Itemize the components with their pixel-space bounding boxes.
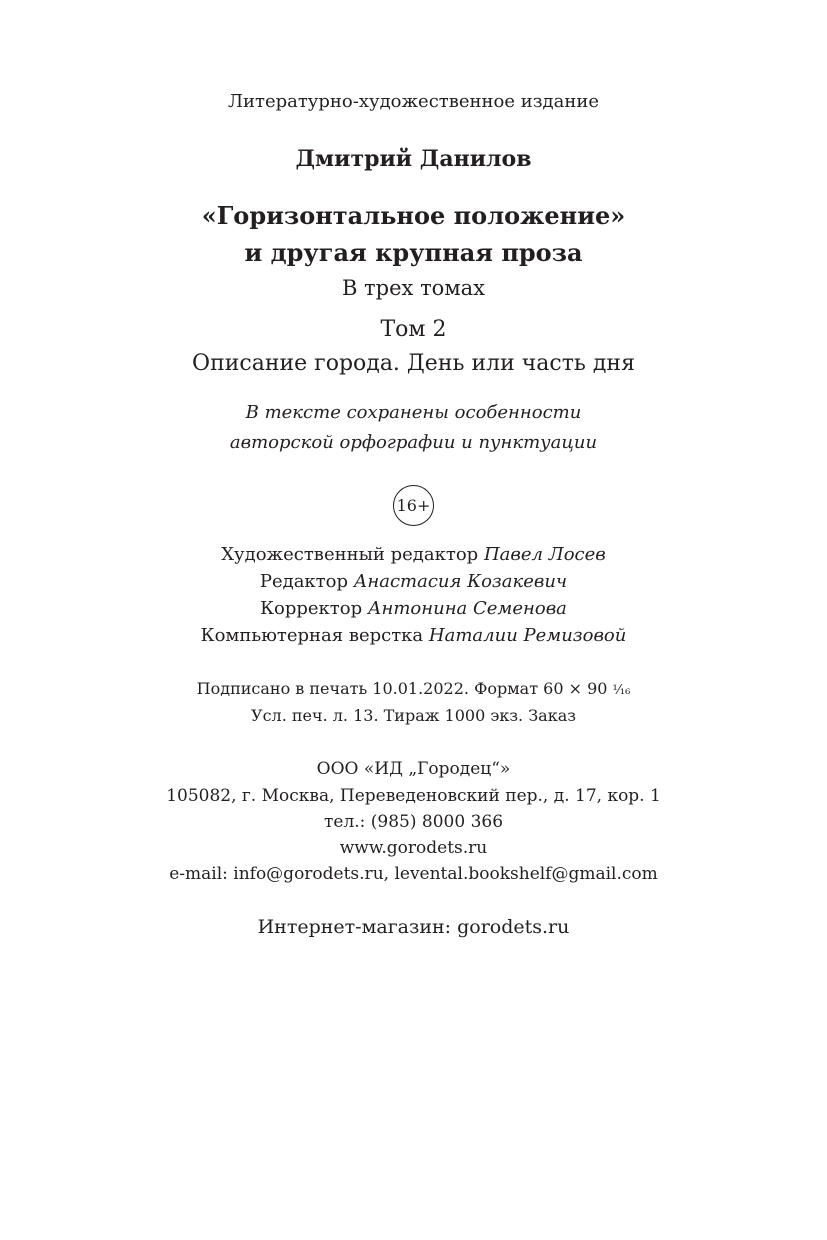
publisher-email: e-mail: info@gorodets.ru, levental.bookshelf@gmail.com [169,864,658,884]
publisher-phone: тел.: (985) 8000 366 [323,812,504,832]
credit-name: Павел Лосев [483,544,606,565]
publisher-address: 105082, г. Москва, Переведеновский пер., д. 17, кор. 1 [166,786,661,806]
tome-title: Описание города. День или часть дня [192,351,635,376]
credit-role: Корректор [260,598,363,619]
book-title-line-1: «Горизонтальное положение» [201,201,626,230]
volumes-note: В трех томах [341,276,486,300]
online-shop: Интернет-магазин: gorodets.ru [257,916,570,938]
editorial-note-line-2: авторской орфографии и пунктуации [229,432,598,453]
credit-role: Художественный редактор [221,544,479,565]
author-name: Дмитрий Данилов [295,146,532,172]
credit-layout [0,627,827,645]
age-rating-label: 16+ [396,496,431,515]
credit-editor [0,573,827,591]
age-rating-badge [393,485,434,526]
genre-label: Литературно-художественное издание [227,91,600,112]
print-info-line-1 [0,681,827,697]
credit-name: Антонина Семенова [367,598,567,619]
credit-role: Компьютерная верстка [200,625,424,646]
credit-name: Анастасия Козакевич [353,571,568,592]
credit-name: Наталии Ремизовой [428,625,627,646]
publisher-website: www.gorodets.ru [339,838,488,858]
credit-role: Редактор [259,571,348,592]
publisher-name: ООО «ИД „Городец“» [316,759,511,779]
editorial-note-line-1: В тексте сохранены особенности [245,402,582,423]
credit-proofreader [0,600,827,618]
print-info-text: Подписано в печать 10.01.2022. Формат 60 × 90 [196,679,613,698]
book-title-line-2: и другая крупная проза [244,238,583,267]
print-info-line-2: Усл. печ. л. 13. Тираж 1000 экз. Заказ [251,706,576,725]
credit-art-editor [0,546,827,564]
tome-number: Том 2 [380,317,447,342]
format-fraction: ¹⁄₁₆ [612,683,631,698]
